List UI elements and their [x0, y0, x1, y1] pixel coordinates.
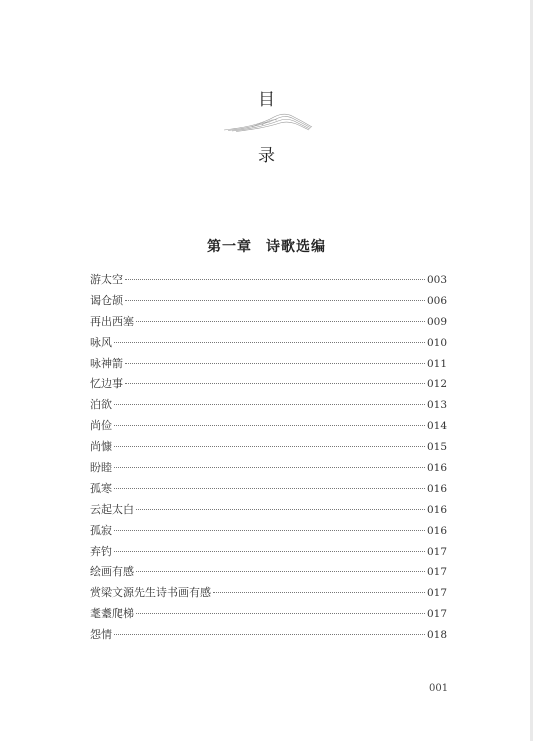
toc-entry-page: 012	[426, 378, 447, 391]
toc-dot-leader	[136, 509, 425, 510]
toc-entry[interactable]	[90, 501, 447, 522]
toc-entry-page: 017	[426, 587, 447, 600]
toc-dot-leader	[114, 342, 425, 343]
toc-dot-leader	[114, 446, 425, 447]
toc-entry-page: 013	[426, 399, 447, 412]
toc-entry-title: 尚俭	[90, 419, 112, 433]
toc-entry-page: 006	[426, 294, 447, 307]
toc-entry-page: 003	[426, 274, 447, 286]
toc-dot-leader	[125, 300, 425, 301]
chapter-title: 诗歌选编	[266, 239, 326, 255]
table-of-contents	[90, 271, 447, 647]
toc-entry[interactable]	[90, 522, 447, 543]
toc-entry-page: 011	[426, 357, 447, 370]
toc-entry[interactable]	[90, 396, 447, 417]
toc-entry[interactable]	[90, 626, 447, 647]
toc-dot-leader	[125, 383, 425, 384]
contents-title-top: 目	[258, 90, 275, 110]
toc-entry[interactable]	[90, 355, 447, 376]
toc-entry[interactable]	[90, 584, 447, 605]
toc-entry[interactable]	[90, 459, 447, 480]
toc-entry[interactable]	[90, 563, 447, 584]
toc-entry-title: 忆边事	[90, 377, 123, 391]
toc-entry-page: 017	[426, 545, 447, 558]
toc-entry-page: 016	[426, 524, 447, 537]
toc-dot-leader	[125, 363, 425, 364]
chapter-heading	[0, 236, 533, 256]
toc-entry-page: 018	[426, 629, 447, 642]
toc-dot-leader	[213, 592, 425, 593]
toc-dot-leader	[114, 425, 425, 426]
toc-entry-title: 游太空	[90, 273, 123, 286]
toc-entry[interactable]	[90, 334, 447, 355]
toc-entry-title: 再出西塞	[90, 314, 134, 328]
toc-entry-title: 咏风	[90, 335, 112, 349]
toc-entry-title: 怨情	[90, 628, 112, 642]
toc-entry-title: 云起太白	[90, 502, 134, 516]
toc-entry-page: 017	[426, 608, 447, 621]
toc-entry[interactable]	[90, 438, 447, 459]
toc-entry-title: 尚慷	[90, 440, 112, 454]
toc-entry-title: 绘画有感	[90, 565, 134, 579]
mountain-ornament-icon	[222, 108, 314, 132]
toc-entry[interactable]	[90, 271, 447, 292]
toc-dot-leader	[114, 634, 425, 635]
toc-entry-page: 016	[426, 482, 447, 495]
toc-entry-title: 谒仓颉	[90, 293, 123, 307]
toc-entry-page: 016	[426, 462, 447, 475]
toc-entry[interactable]	[90, 605, 447, 626]
toc-dot-leader	[114, 530, 425, 531]
toc-entry-title: 咏神箭	[90, 356, 123, 370]
toc-entry-page: 009	[426, 315, 447, 328]
toc-dot-leader	[136, 613, 425, 614]
toc-entry[interactable]	[90, 313, 447, 334]
toc-entry-page: 015	[426, 441, 447, 454]
toc-dot-leader	[136, 571, 425, 572]
toc-entry-title: 赏梁文源先生诗书画有感	[90, 586, 211, 600]
toc-dot-leader	[114, 488, 425, 489]
toc-entry-title: 盼睦	[90, 461, 112, 475]
toc-dot-leader	[125, 279, 425, 280]
toc-entry[interactable]	[90, 375, 447, 396]
contents-title-bottom: 录	[258, 146, 275, 166]
toc-entry-title: 耄耋爬梯	[90, 607, 134, 621]
toc-dot-leader	[114, 467, 425, 468]
toc-entry-title: 泊欲	[90, 398, 112, 412]
toc-dot-leader	[136, 321, 425, 322]
chapter-number: 第一章	[207, 239, 252, 255]
toc-entry[interactable]	[90, 292, 447, 313]
toc-entry-page: 010	[426, 336, 447, 349]
toc-entry-title: 孤寒	[90, 481, 112, 495]
toc-entry[interactable]	[90, 543, 447, 564]
toc-entry[interactable]	[90, 417, 447, 438]
toc-entry-page: 017	[426, 566, 447, 579]
toc-entry[interactable]	[90, 480, 447, 501]
page-number: 001	[429, 683, 449, 694]
toc-entry-page: 014	[426, 420, 447, 433]
toc-dot-leader	[114, 404, 425, 405]
toc-entry-title: 孤寂	[90, 523, 112, 537]
toc-entry-title: 弃钓	[90, 544, 112, 558]
toc-dot-leader	[114, 551, 425, 552]
toc-entry-page: 016	[426, 503, 447, 516]
